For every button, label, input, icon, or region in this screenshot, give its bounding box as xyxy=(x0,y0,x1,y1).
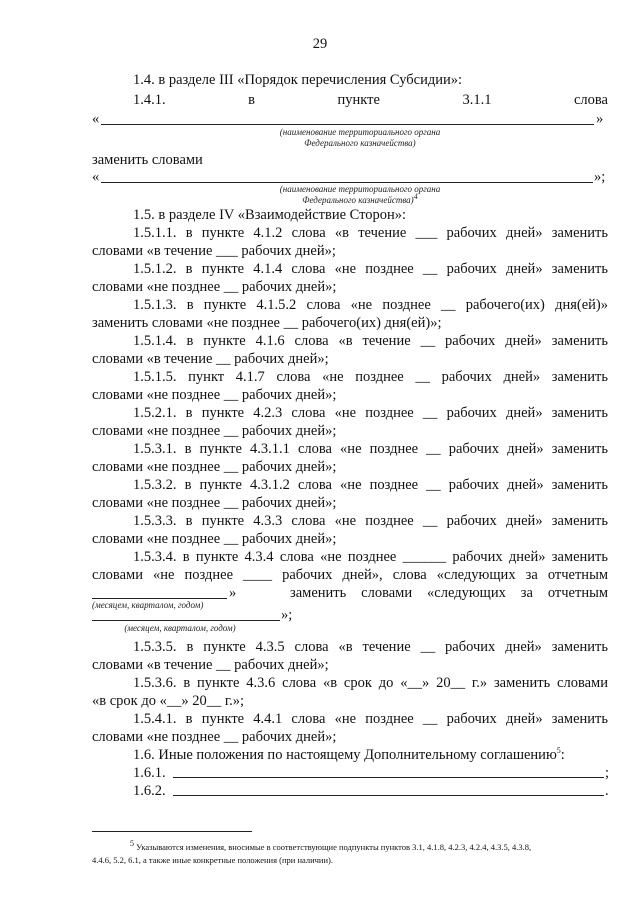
blank-line-treasury-2 xyxy=(101,182,593,183)
item-1-5-3-1-line2: словами «не позднее __ рабочих дней»; xyxy=(92,459,337,475)
item-1-5-3-4-line2: словами «не позднее ____ рабочих дней», слова «следующих за отчетным xyxy=(92,567,608,583)
close-quote: » xyxy=(229,585,237,601)
close-quote: » xyxy=(596,111,604,127)
blank-line-1-6-2 xyxy=(173,795,604,796)
item-1-5-3-6-line1: 1.5.3.6. в пункте 4.3.6 слова «в срок до «__» 20__ г.» заменить словами xyxy=(133,675,608,691)
item-1-5-4-1-line1: 1.5.4.1. в пункте 4.4.1 слова «не позднее __ рабочих дней» заменить xyxy=(133,711,608,727)
footnote-separator xyxy=(92,831,252,832)
replace-with-words: заменить словами xyxy=(92,152,203,168)
item-1-5-3-3-line1: 1.5.3.3. в пункте 4.3.3 слова «не позднее __ рабочих дней» заменить xyxy=(133,513,608,529)
blank-line-treasury-1 xyxy=(101,124,594,125)
item-1-5-1-4-line1: 1.5.1.4. в пункте 4.1.6 слова «в течение __ рабочих дней» заменить xyxy=(133,333,608,349)
item-1-5-3-4-line1: 1.5.3.4. в пункте 4.3.4 слова «не позднее ______ рабочих дней» заменить xyxy=(133,549,608,565)
item-1-5-3-6-line2: «в срок до «__» 20__ г.»; xyxy=(92,693,245,709)
word: 3.1.1 xyxy=(462,92,492,108)
item-1-5-2-1-line2: словами «не позднее __ рабочих дней»; xyxy=(92,423,337,439)
blank-line-period-1 xyxy=(92,598,227,599)
word: слова xyxy=(573,92,608,108)
caption-treasury-2b xyxy=(240,192,480,206)
item-1-5-1-3-line2: заменить словами «не позднее __ рабочего(их) дня(ей)»; xyxy=(92,315,442,331)
word: 1.4.1. xyxy=(133,92,166,108)
item-1-5-4-1-line2: словами «не позднее __ рабочих дней»; xyxy=(92,729,337,745)
section-1-6-heading xyxy=(133,746,565,764)
item-1-5-3-5-line1: 1.5.3.5. в пункте 4.3.5 слова «в течение __ рабочих дней» заменить xyxy=(133,639,608,655)
item-1-5-1-2-line1: 1.5.1.2. в пункте 4.1.4 слова «не позднее __ рабочих дней» заменить xyxy=(133,261,608,277)
item-1-6-2-end: . xyxy=(605,783,609,799)
item-1-5-3-5-line2: словами «в течение __ рабочих дней»; xyxy=(92,657,329,673)
caption-treasury-2a: (наименование территориального органа xyxy=(279,184,441,194)
footnote-ref: 4 xyxy=(413,192,418,201)
heading-text: 1.6. Иные положения по настоящему Дополнительному соглашению xyxy=(133,747,557,763)
blank-line-1-6-1 xyxy=(173,777,604,778)
footnote-line1 xyxy=(130,839,532,853)
item-1-4-1-line xyxy=(133,91,608,109)
item-1-5-1-1-line2: словами «в течение ___ рабочих дней»; xyxy=(92,243,336,259)
item-1-5-3-3-line2: словами «не позднее __ рабочих дней»; xyxy=(92,531,337,547)
footnote-text: Указываются изменения, вносимые в соответствующие подпункты пунктов 3.1, 4.1.8, 4.2.3, 4.2.4, 4.3.5, 4.3.8, xyxy=(136,842,532,852)
section-1-4-heading: 1.4. в разделе III «Порядок перечисления Субсидии»: xyxy=(133,72,463,88)
caption-period-2: (месяцем, кварталом, годом) xyxy=(124,623,236,633)
heading-colon: : xyxy=(560,747,565,763)
item-1-6-1-number: 1.6.1. xyxy=(133,765,166,781)
blank-line-period-2 xyxy=(92,620,280,621)
item-1-5-2-1-line1: 1.5.2.1. в пункте 4.2.3 слова «не позднее __ рабочих дней» заменить xyxy=(133,405,608,421)
item-1-6-2-number: 1.6.2. xyxy=(133,783,166,799)
footnote-line2: 4.4.6, 5.2, 6.1, а также иные конкретные положения (при наличии). xyxy=(92,855,333,865)
open-quote: « xyxy=(92,169,100,185)
caption-period-1: (месяцем, кварталом, годом) xyxy=(92,600,204,610)
open-quote: « xyxy=(92,111,100,127)
item-1-5-1-1-line1: 1.5.1.1. в пункте 4.1.2 слова «в течение ___ рабочих дней» заменить xyxy=(133,225,608,241)
item-1-5-3-2-line2: словами «не позднее __ рабочих дней»; xyxy=(92,495,337,511)
item-1-5-1-3-line1: 1.5.1.3. в пункте 4.1.5.2 слова «не позднее __ рабочего(их) дня(ей)» xyxy=(133,297,608,313)
footnote-ref: 5 xyxy=(556,746,561,756)
section-1-5-heading: 1.5. в разделе IV «Взаимодействие Сторон»: xyxy=(133,207,407,223)
footnote-number: 5 xyxy=(130,839,134,849)
item-1-5-1-4-line2: словами «в течение __ рабочих дней»; xyxy=(92,351,329,367)
item-1-5-1-5-line2: словами «не позднее __ рабочих дней»; xyxy=(92,387,337,403)
word: пункте xyxy=(337,92,380,108)
close-quote-semicolon: »; xyxy=(281,607,293,623)
item-1-6-1-end: ; xyxy=(605,765,610,781)
word: в xyxy=(248,92,255,108)
item-1-5-3-4-line3: заменить словами «следующих за отчетным xyxy=(290,585,608,601)
item-1-5-1-2-line2: словами «не позднее __ рабочих дней»; xyxy=(92,279,337,295)
caption-text: Федерального казначейства) xyxy=(302,195,414,205)
page-number: 29 xyxy=(312,36,328,52)
item-1-5-3-2-line1: 1.5.3.2. в пункте 4.3.1.2 слова «не позднее __ рабочих дней» заменить xyxy=(133,477,608,493)
item-1-5-3-1-line1: 1.5.3.1. в пункте 4.3.1.1 слова «не позднее __ рабочих дней» заменить xyxy=(133,441,608,457)
caption-treasury-1b: Федерального казначейства) xyxy=(304,138,416,148)
close-quote-semicolon: »; xyxy=(594,169,606,185)
item-1-5-1-5-line1: 1.5.1.5. пункт 4.1.7 слова «не позднее __ рабочих дней» заменить xyxy=(133,369,608,385)
caption-treasury-1a: (наименование территориального органа xyxy=(279,127,441,137)
